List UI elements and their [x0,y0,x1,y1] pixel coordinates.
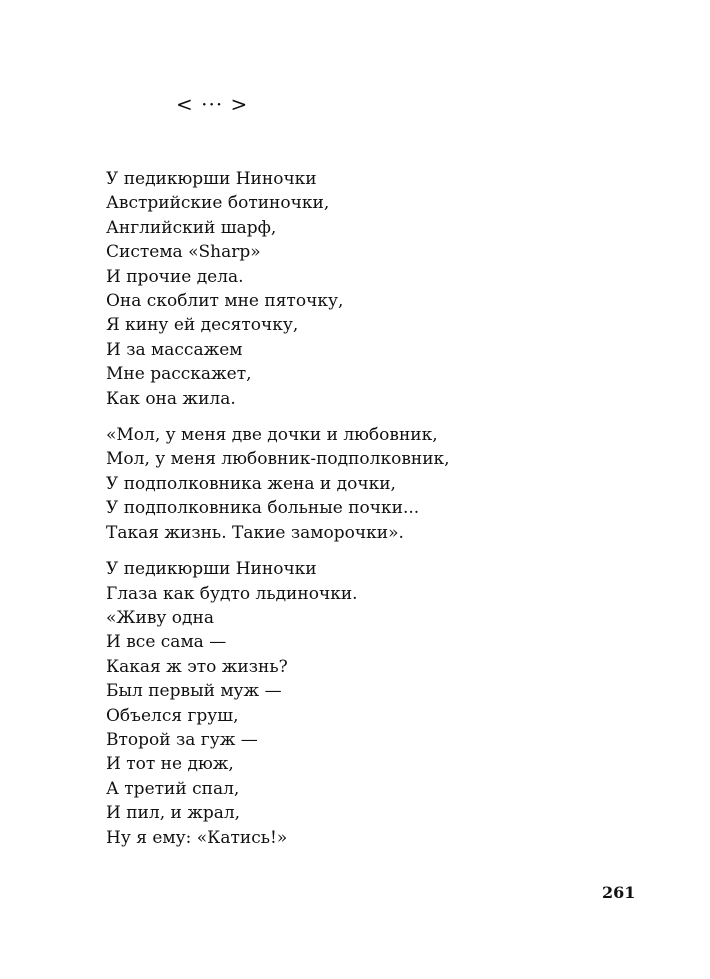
poem-line: Какая ж это жизнь? [106,656,288,677]
poem-line: И прочие дела. [106,266,244,287]
poem-line: У педикюрши Ниночки [106,169,317,189]
poem-line: И пил, и жрал, [106,803,241,824]
poem-line: У подполковника больные почки... [106,498,420,519]
poem-line: И тот не дюж, [106,754,234,775]
poem-line: Система «Sharp» [106,242,261,263]
poem-line: И все сама — [106,632,227,653]
poem-line: Английский шарф, [106,217,277,238]
poem-line: У педикюрши Ниночки [106,559,317,580]
poem-line: Я кину ей десяточку, [106,315,299,336]
poem-line: Второй за гуж — [106,729,258,750]
poem-line: У подполковника жена и дочки, [106,473,396,494]
poem-line: Объелся груш, [106,705,239,726]
poem-line: Был первый муж — [106,681,282,702]
poem-line: Она скоблит мне пяточку, [106,291,344,312]
poem-line: Ну я ему: «Катись!» [106,827,288,848]
poem-line: Мне расскажет, [106,364,252,385]
section-separator: < ··· > [176,92,249,116]
poem-line: «Живу одна [106,607,214,628]
stanza-1 [106,167,666,411]
poem-line: «Мол, у меня две дочки и любовник, [106,425,438,446]
stanza-2 [106,423,666,545]
poem-line: Австрийские ботиночки, [106,193,330,214]
poem-line: Глаза как будто льдиночки. [106,583,358,604]
poem-line: А третий спал, [106,778,240,799]
poem-line: Мол, у меня любовник-подполковник, [106,449,450,470]
page-number: 261 [602,883,636,902]
poem-body [106,167,666,850]
poem-line: И за массажем [106,339,243,360]
poem-line: Как она жила. [106,388,236,409]
poem-line: Такая жизнь. Такие заморочки». [106,522,404,543]
stanza-3 [106,557,666,850]
